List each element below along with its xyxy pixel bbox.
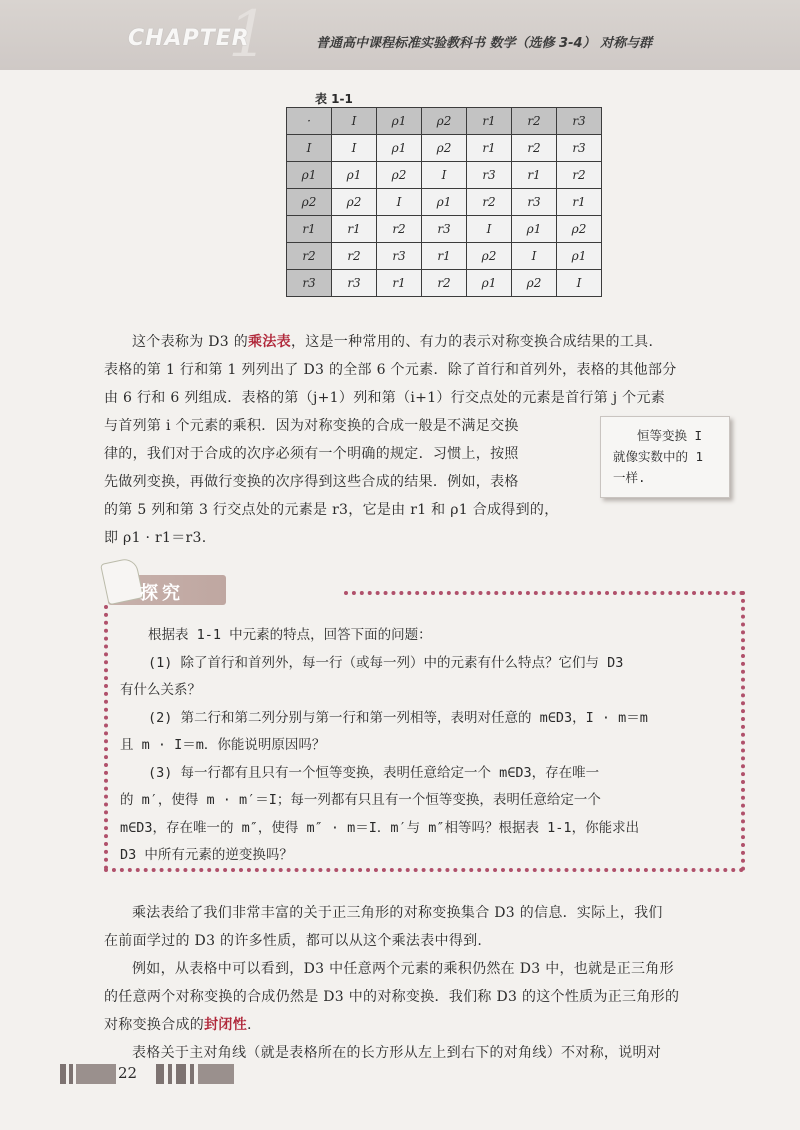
table-cell: ρ1 bbox=[422, 189, 467, 216]
table-cell: r1 bbox=[377, 270, 422, 297]
text-line: 的任意两个对称变换的合成仍然是 D3 中的对称变换．我们称 D3 的这个性质为正三角形的 bbox=[104, 989, 680, 1005]
footer-bar bbox=[168, 1064, 172, 1084]
table-cell: I bbox=[422, 162, 467, 189]
table-cell: r3 bbox=[557, 135, 602, 162]
term-closure: 封闭性 bbox=[204, 1017, 248, 1033]
footer-bar bbox=[198, 1064, 234, 1084]
text-line: 表格的第 1 行和第 1 列列出了 D3 的全部 6 个元素．除了首行和首列外，表格的其他部分 bbox=[104, 362, 677, 378]
footer-bar bbox=[176, 1064, 186, 1084]
text-line: 律的，我们对于合成的次序必须有一个明确的规定．习惯上，按照 bbox=[104, 446, 519, 462]
table-cell: r2 bbox=[467, 189, 512, 216]
table-cell: r3 bbox=[422, 216, 467, 243]
table-cell: ρ2 bbox=[377, 162, 422, 189]
table-cell: ρ2 bbox=[512, 270, 557, 297]
paragraph-closure bbox=[104, 899, 744, 1067]
footer-bar bbox=[76, 1064, 116, 1084]
table-cell: r1 bbox=[332, 216, 377, 243]
chapter-number: 1 bbox=[228, 0, 269, 72]
table-cell: ρ1 bbox=[332, 162, 377, 189]
dotted-border bbox=[344, 591, 744, 595]
question-2: (2) 第二行和第二列分别与第一行和第一列相等，表明对任意的 m∈D3，I · m＝m bbox=[148, 709, 648, 726]
text-line: 在前面学过的 D3 的许多性质，都可以从这个乘法表中得到. bbox=[104, 933, 483, 949]
page-number: 22 bbox=[118, 1064, 138, 1082]
table-row bbox=[287, 270, 602, 297]
chapter-label: CHAPTER bbox=[128, 26, 250, 51]
table-cell: ρ1 bbox=[287, 162, 332, 189]
table-row bbox=[287, 135, 602, 162]
question-1-cont: 有什么关系？ bbox=[120, 682, 201, 698]
table-cell: ρ1 bbox=[467, 270, 512, 297]
text: ，这是一种常用的、有力的表示对称变换合成结果的工具. bbox=[290, 334, 654, 350]
table-cell: r2 bbox=[332, 243, 377, 270]
table-cell: ρ1 bbox=[377, 108, 422, 135]
table-cell: I bbox=[557, 270, 602, 297]
table-cell: r3 bbox=[332, 270, 377, 297]
table-cell: r2 bbox=[512, 108, 557, 135]
table-row bbox=[287, 162, 602, 189]
table-cell: I bbox=[512, 243, 557, 270]
table-cell: I bbox=[377, 189, 422, 216]
text: 对称变换合成的 bbox=[104, 1017, 205, 1033]
text: 这个表称为 D3 的 bbox=[132, 334, 249, 350]
table-cell: ρ1 bbox=[557, 243, 602, 270]
table-row bbox=[287, 243, 602, 270]
table-row bbox=[287, 189, 602, 216]
table-cell: r1 bbox=[467, 108, 512, 135]
table-cell: r2 bbox=[287, 243, 332, 270]
table-cell: ρ2 bbox=[422, 135, 467, 162]
text-line: 即 ρ1 · r1＝r3. bbox=[104, 530, 207, 546]
multiplication-table bbox=[286, 107, 602, 297]
note-line: 就像实数中的 1 bbox=[613, 449, 704, 464]
text-line: 由 6 行和 6 列组成．表格的第（j+1）列和第（i+1）行交点处的元素是首行第 j 个元素 bbox=[104, 390, 666, 406]
question-2-cont: 且 m · I＝m．你能说明原因吗？ bbox=[120, 737, 326, 753]
question-3: (3) 每一行都有且只有一个恒等变换，表明任意给定一个 m∈D3，存在唯一 bbox=[148, 764, 600, 781]
table-cell: r3 bbox=[377, 243, 422, 270]
text-line: 与首列第 i 个元素的乘积．因为对称变换的合成一般是不满足交换 bbox=[104, 418, 519, 434]
table-cell: r1 bbox=[422, 243, 467, 270]
table-cell: r2 bbox=[512, 135, 557, 162]
footer-bar bbox=[190, 1064, 194, 1084]
text-line: 乘法表给了我们非常丰富的关于正三角形的对称变换集合 D3 的信息．实际上，我们 bbox=[132, 905, 663, 921]
page-header bbox=[0, 0, 800, 70]
table-cell: r2 bbox=[422, 270, 467, 297]
text-line: 表格关于主对角线（就是表格所在的长方形从左上到右下的对角线）不对称，说明对 bbox=[132, 1045, 662, 1061]
table-cell: · bbox=[287, 108, 332, 135]
question-3-cont: 的 m′，使得 m · m′＝I；每一列都有只且有一个恒等变换，表明任意给定一个 bbox=[120, 792, 601, 808]
text-line: 先做列变换，再做行变换的次序得到这些合成的结果．例如，表格 bbox=[104, 474, 519, 490]
table-cell: ρ2 bbox=[557, 216, 602, 243]
table-cell: r2 bbox=[377, 216, 422, 243]
question-1: (1) 除了首行和首列外，每一行（或每一列）中的元素有什么特点？它们与 D3 bbox=[148, 654, 624, 671]
table-cell: ρ2 bbox=[467, 243, 512, 270]
note-paper-icon bbox=[100, 557, 144, 606]
table-cell: r1 bbox=[287, 216, 332, 243]
table-cell: ρ1 bbox=[377, 135, 422, 162]
table-cell: I bbox=[467, 216, 512, 243]
table-caption: 表 1-1 bbox=[315, 92, 353, 106]
text-line: 例如，从表格中可以看到，D3 中任意两个元素的乘积仍然在 D3 中，也就是正三角形 bbox=[132, 961, 674, 977]
footer-bar bbox=[60, 1064, 66, 1084]
table-cell: r1 bbox=[557, 189, 602, 216]
note-line: 一样. bbox=[613, 470, 646, 485]
question-3-cont: D3 中所有元素的逆变换吗？ bbox=[120, 847, 293, 863]
explore-title: 探究 bbox=[140, 583, 184, 604]
table-cell: I bbox=[332, 108, 377, 135]
table-cell: r3 bbox=[467, 162, 512, 189]
question-3-cont: m∈D3，存在唯一的 m″，使得 m″ · m＝I．m′与 m″相等吗？根据表 1-1，你能求出 bbox=[120, 819, 640, 836]
book-title: 普通高中课程标准实验教科书 数学（选修 3-4） 对称与群 bbox=[316, 36, 653, 51]
table-row bbox=[287, 108, 602, 135]
table-cell: r3 bbox=[287, 270, 332, 297]
dotted-border bbox=[104, 605, 108, 870]
table-cell: I bbox=[332, 135, 377, 162]
table-cell: r1 bbox=[467, 135, 512, 162]
table-cell: r1 bbox=[512, 162, 557, 189]
table-cell: I bbox=[287, 135, 332, 162]
table-cell: ρ2 bbox=[287, 189, 332, 216]
table-cell: r3 bbox=[557, 108, 602, 135]
table-cell: r2 bbox=[557, 162, 602, 189]
explore-body bbox=[120, 622, 728, 870]
footer-bar bbox=[156, 1064, 164, 1084]
table-cell: ρ2 bbox=[422, 108, 467, 135]
table-cell: ρ1 bbox=[512, 216, 557, 243]
text-line: 的第 5 列和第 3 行交点处的元素是 r3，它是由 r1 和 ρ1 合成得到的， bbox=[104, 502, 559, 518]
footer-bar bbox=[69, 1064, 73, 1084]
table-cell: r3 bbox=[512, 189, 557, 216]
table-cell: ρ2 bbox=[332, 189, 377, 216]
table-row bbox=[287, 216, 602, 243]
text: . bbox=[247, 1017, 252, 1033]
explore-intro: 根据表 1-1 中元素的特点，回答下面的问题： bbox=[148, 627, 432, 643]
dotted-border bbox=[741, 591, 745, 871]
term-multiplication-table: 乘法表 bbox=[248, 334, 291, 350]
side-note bbox=[600, 416, 730, 498]
note-line: 恒等变换 I bbox=[637, 428, 703, 443]
